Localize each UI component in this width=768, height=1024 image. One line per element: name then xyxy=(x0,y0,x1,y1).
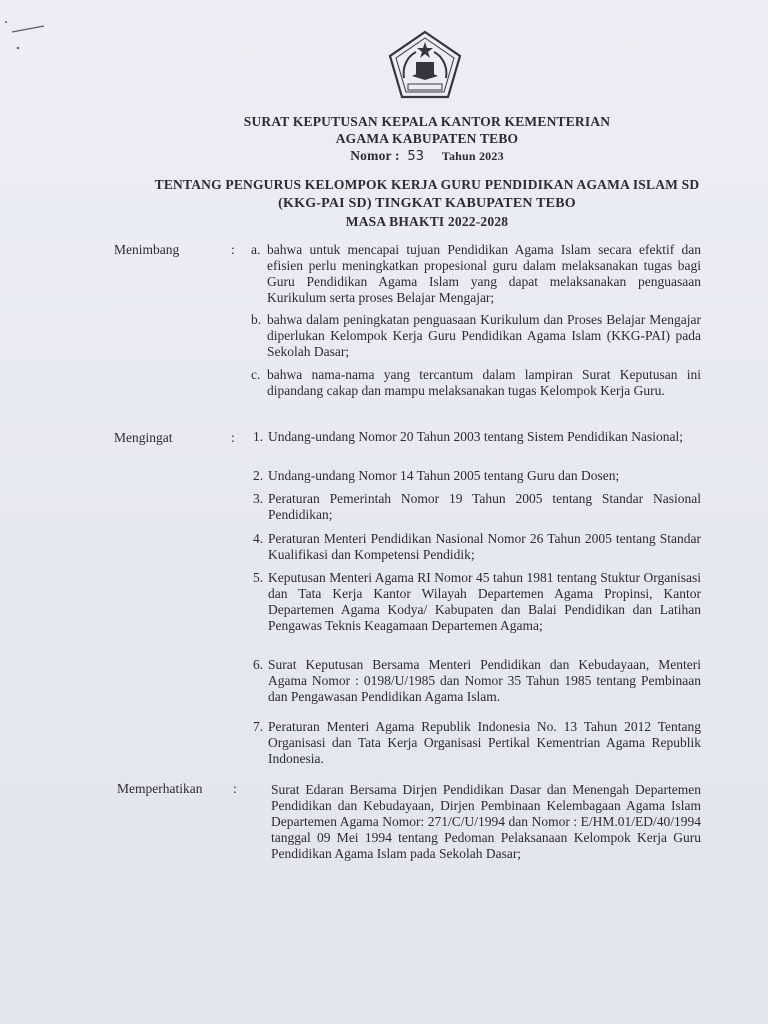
mengingat-item-3 xyxy=(253,491,701,523)
label-memperhatikan: Memperhatikan xyxy=(117,781,203,796)
title-line-3: MASA BHAKTI 2022-2028 xyxy=(345,214,509,229)
colon: : xyxy=(231,242,235,257)
item-text: bahwa untuk mencapai tujuan Pendidikan Agama Islam secara efektif dan efisien perlu meningkatkan propesional guru dalam melaksanakan tugas bagi Guru Pendidikan Agama Islam yang dapat melaksanakan penguasaan Kurikulum serta proses Belajar Mengajar; xyxy=(267,242,701,305)
memperhatikan-text: Surat Edaran Bersama Dirjen Pendidikan Dasar dan Menengah Departemen Pendidikan dan Kebudayaan, Dirjen Pembinaan Kelembagaan Agama Islam Departemen Agama Nomor: 271/C/U/1994 dan Nomor : E/HM.01/ED/40/1994 tanggal 09 Mei 1994 tentang Pedoman Pelaksanaan Kelompok Kerja Guru Pendidikan Agama Islam pada Sekolah Dasar; xyxy=(271,782,701,861)
title-line-1: TENTANG PENGURUS KELOMPOK KERJA GURU PENDIDIKAN AGAMA ISLAM SD xyxy=(154,177,700,192)
item-text: bahwa dalam peningkatan penguasaan Kurikulum dan Proses Belajar Mengajar diperlukan Kelompok Kerja Guru Pendidikan Agama Islam (KKG-PAI) pada Sekolah Dasar; xyxy=(267,312,701,359)
mengingat-item-1 xyxy=(253,429,701,445)
item-text: Peraturan Menteri Pendidikan Nasional Nomor 26 Tahun 2005 tentang Standar Kualifikasi dan Kompetensi Pendidik; xyxy=(268,531,701,562)
header-nomor xyxy=(0,148,768,164)
mengingat-item-4 xyxy=(253,531,701,563)
item-marker: 4. xyxy=(253,531,264,546)
colon: : xyxy=(233,781,237,796)
item-marker: 2. xyxy=(253,468,264,483)
menimbang-item-a xyxy=(251,242,701,306)
mengingat-item-6 xyxy=(253,657,701,705)
item-text: Undang-undang Nomor 14 Tahun 2005 tentang Guru dan Dosen; xyxy=(268,468,620,483)
title-line-2: (KKG-PAI SD) TINGKAT KABUPATEN TEBO xyxy=(278,196,576,211)
mengingat-item-5 xyxy=(253,570,701,634)
item-text: Undang-undang Nomor 20 Tahun 2003 tentang Sistem Pendidikan Nasional; xyxy=(268,429,683,444)
item-marker: 7. xyxy=(253,719,264,734)
header-line-2: AGAMA KABUPATEN TEBO xyxy=(335,131,519,146)
item-text: bahwa nama-nama yang tercantum dalam lampiran Surat Keputusan ini dipandang cakap dan mampu melaksanakan tugas Kelompok Kerja Guru. xyxy=(267,367,701,398)
nomor-value: 53 xyxy=(407,149,425,164)
item-text: Peraturan Menteri Agama Republik Indonesia No. 13 Tahun 2012 Tentang Organisasi dan Tata Kerja Organisasi Pertikal Kementrian Agama Republik Indonesia. xyxy=(268,719,701,766)
item-text: Keputusan Menteri Agama RI Nomor 45 tahun 1981 tentang Stuktur Organisasi dan Tata Kerja Kantor Wilayah Departemen Agama Propinsi, Kantor Departemen Agama Kodya/ Kabupaten dan Balai Pendidikan dan Latihan Pengawas Teknis Keagamaan Departemen Agama; xyxy=(268,570,701,633)
mengingat-item-7 xyxy=(253,719,701,767)
item-marker: 6. xyxy=(253,657,264,672)
item-marker: b. xyxy=(251,312,262,327)
colon: : xyxy=(231,430,235,445)
nomor-label: Nomor : xyxy=(350,148,400,163)
item-marker: 3. xyxy=(253,491,264,506)
item-marker: a. xyxy=(251,242,261,257)
header-line-1: SURAT KEPUTUSAN KEPALA KANTOR KEMENTERIAN xyxy=(243,114,611,129)
menimbang-item-c xyxy=(251,367,701,399)
label-mengingat: Mengingat xyxy=(114,430,173,445)
item-text: Surat Keputusan Bersama Menteri Pendidikan dan Kebudayaan, Menteri Agama Nomor : 0198/U/1985 dan Nomor 35 Tahun 1985 tentang Pembinaan dan Pengawasan Pendidikan Agama Islam. xyxy=(268,657,701,704)
item-marker: 1. xyxy=(253,429,264,444)
mengingat-item-2 xyxy=(253,468,701,484)
label-menimbang: Menimbang xyxy=(114,242,180,257)
kementerian-agama-emblem-icon xyxy=(388,30,462,100)
scan-mark-icon xyxy=(4,18,48,58)
item-marker: c. xyxy=(251,367,261,382)
menimbang-item-b xyxy=(251,312,701,360)
item-text: Peraturan Pemerintah Nomor 19 Tahun 2005 tentang Standar Nasional Pendidikan; xyxy=(268,491,701,522)
item-marker: 5. xyxy=(253,570,264,585)
tahun: Tahun 2023 xyxy=(441,149,504,163)
